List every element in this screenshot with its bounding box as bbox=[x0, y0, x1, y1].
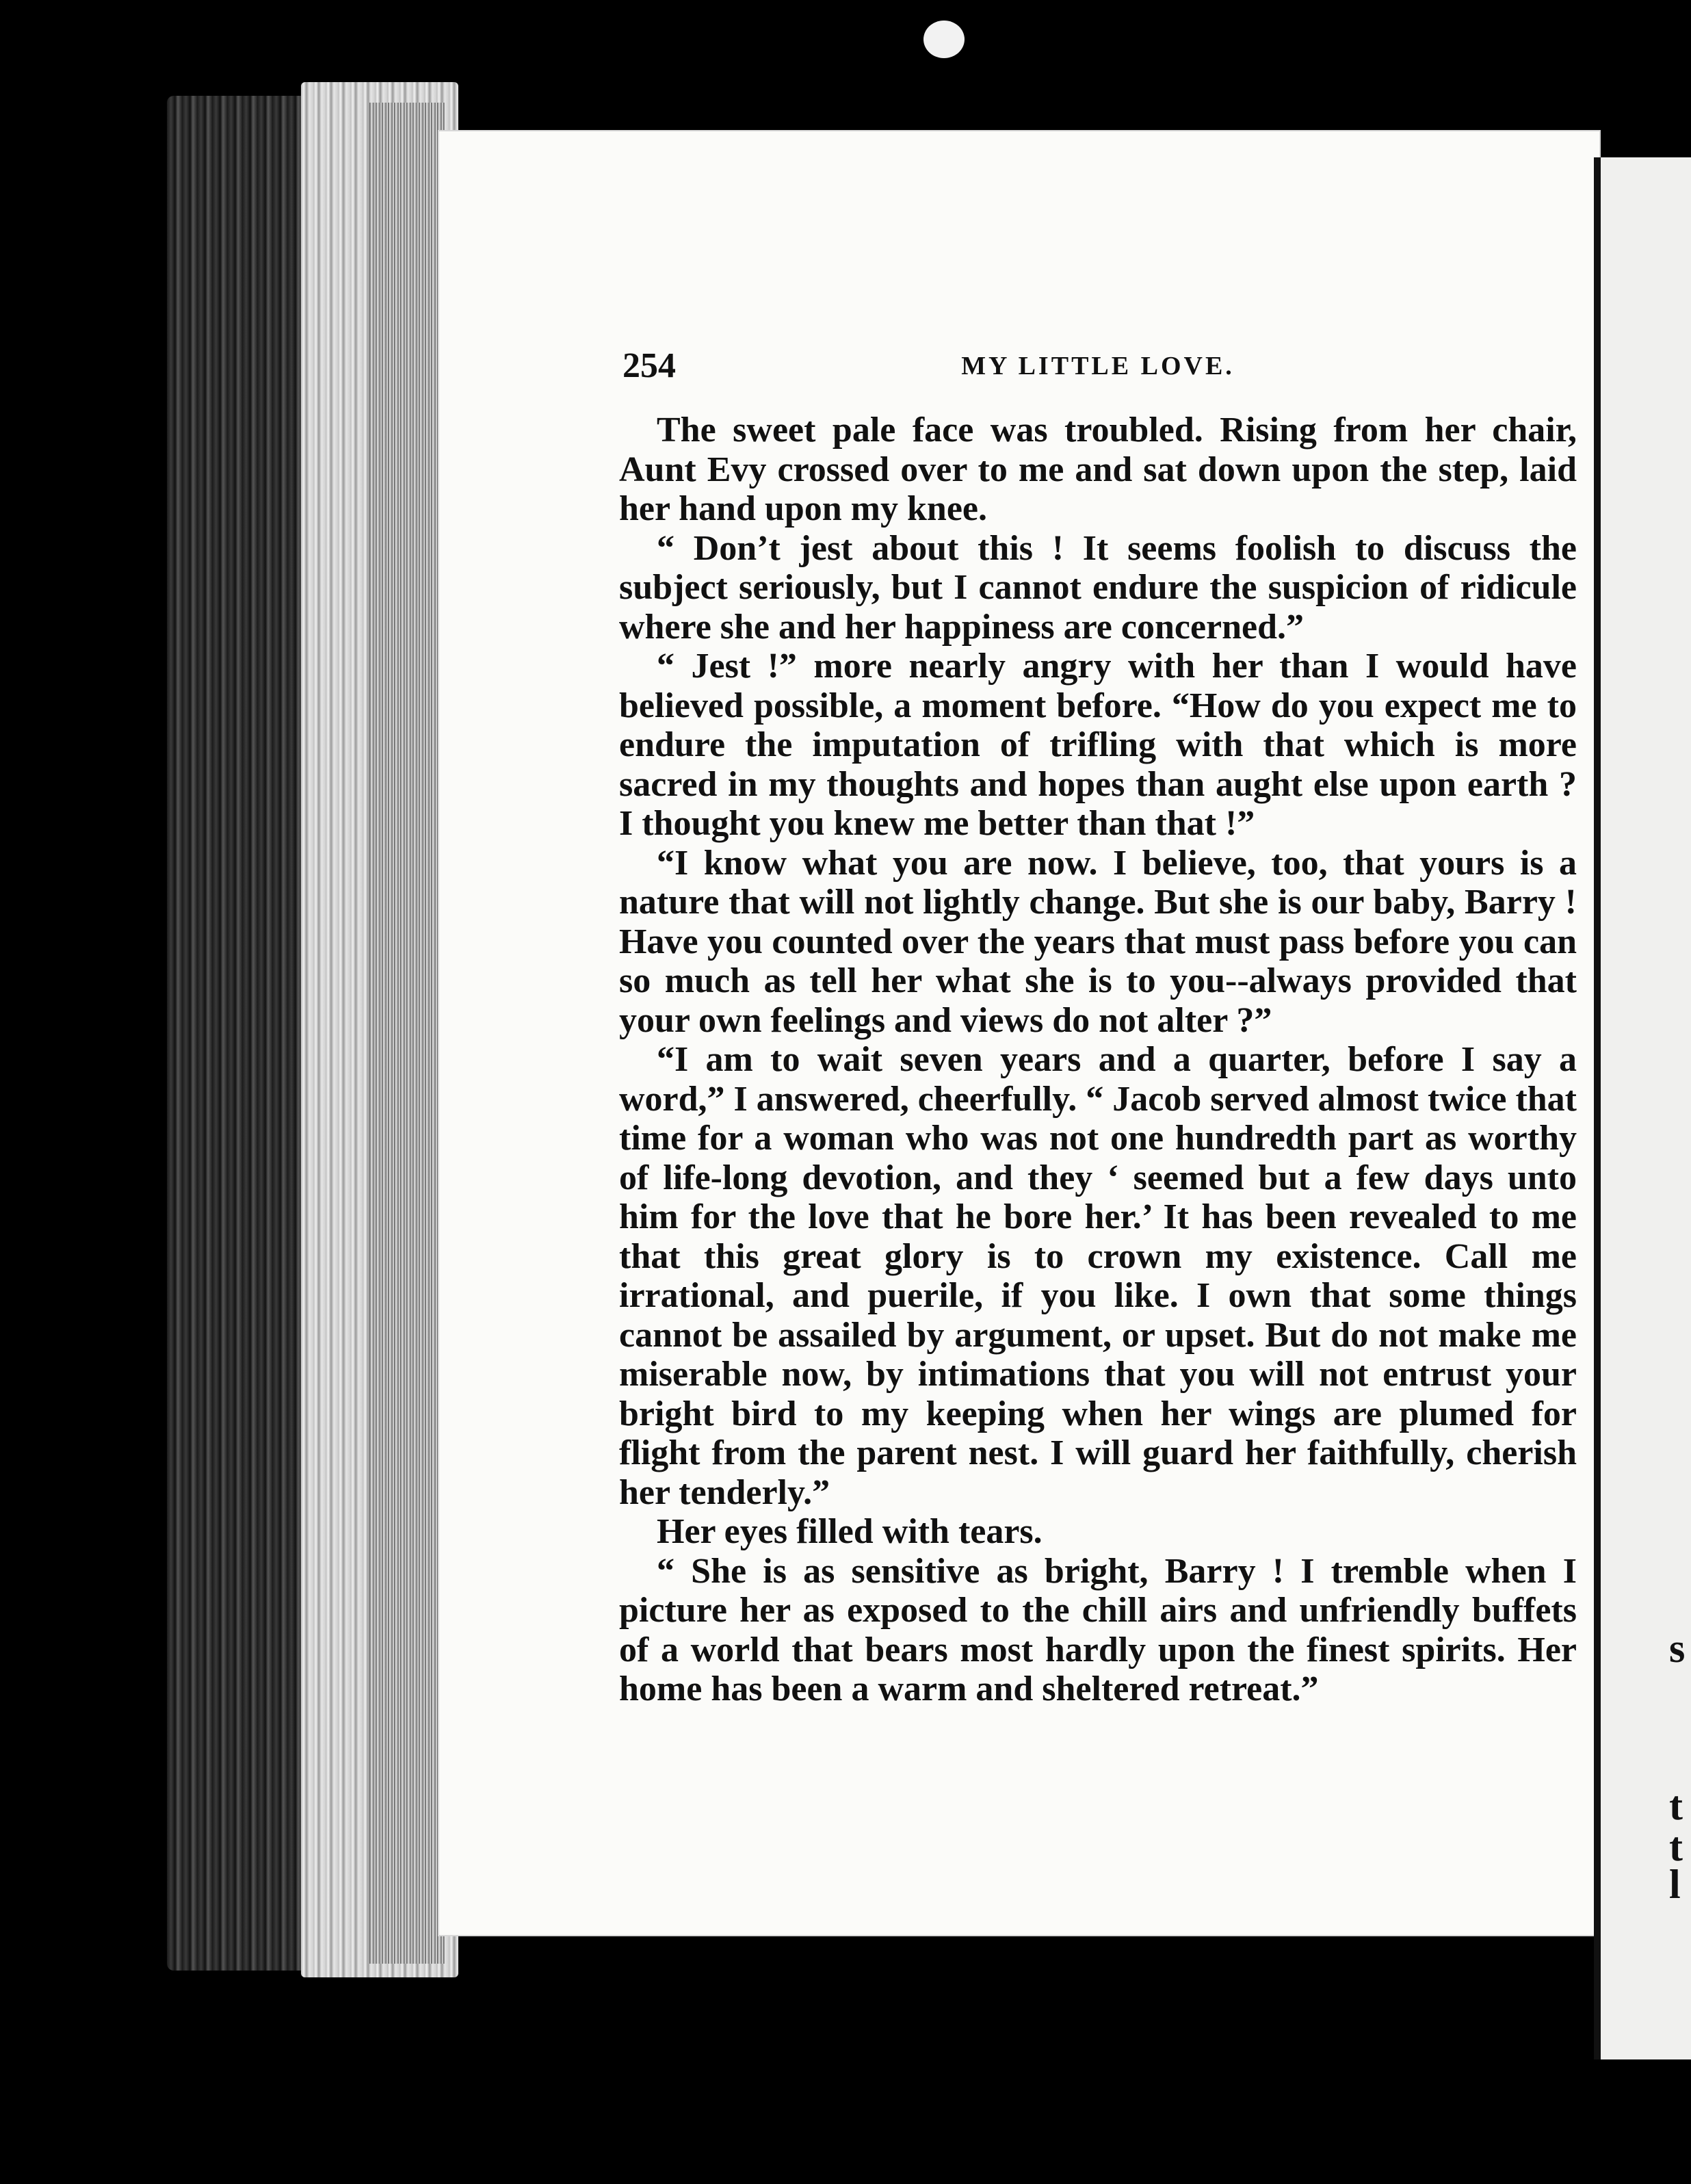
page-header bbox=[622, 346, 1573, 393]
paragraph: “I am to wait seven years and a quarter, before I say a word,” I answered, cheerfully. “ Jacob served almost twice that time for a woman who was not one hundredth part as worthy of life-long devotion, and they ‘ seemed but a few days unto him for the love that he bore her.’ It has been revealed to me that this great glory is to crown my existence. Call me irrational, and puerile, if you like. I own that some things cannot be assailed by argument, or upset. But do not make me miserable now, by intimations that you will not entrust your bright bird to my keeping when her wings are plumed for flight from the parent nest. I will guard her faithfully, cherish her tenderly.” bbox=[619, 1040, 1577, 1512]
body-text bbox=[619, 411, 1577, 1709]
paragraph: “ Jest !” more nearly angry with her than I would have believed possible, a moment before. “How do you expect me to endure the imputation of trifling with that which is more sacred in my thoughts and hopes than aught else upon earth ? I thought you knew me better than that !” bbox=[619, 647, 1577, 843]
facing-page-fragment: t bbox=[1669, 1783, 1683, 1828]
paragraph: “ Don’t jest about this ! It seems foolish to discuss the subject seriously, but I cannot endure the suspicion of ridicule where she and her happiness are concerned.” bbox=[619, 528, 1577, 647]
page-number: 254 bbox=[622, 346, 676, 385]
page-edges-inner bbox=[369, 103, 445, 1964]
running-title: MY LITTLE LOVE. bbox=[961, 352, 1235, 380]
facing-page-fragment: l bbox=[1669, 1862, 1681, 1907]
facing-page bbox=[1594, 157, 1691, 2059]
paragraph: Her eyes filled with tears. bbox=[657, 1512, 1043, 1551]
paragraph: “I know what you are now. I believe, too, that yours is a nature that will not lightly change. But she is our baby, Barry ! Have you counted over the years that must pass before you can so much as tell her what she is to you--always provided that your own feelings and views do not alter ?” bbox=[619, 843, 1577, 1040]
paragraph: The sweet pale face was troubled. Rising from her chair, Aunt Evy crossed over to me and sat down upon the step, laid her hand upon my knee. bbox=[619, 411, 1577, 528]
facing-page-fragment: t bbox=[1669, 1824, 1683, 1869]
facing-page-fragment: s bbox=[1669, 1626, 1686, 1671]
paragraph: “ She is as sensitive as bright, Barry ! I tremble when I picture her as exposed to the chill airs and unfriendly buffets of a world that bears most hardly upon the finest spirits. Her home has been a warm and sheltered retreat.” bbox=[619, 1551, 1577, 1708]
scan-speck bbox=[923, 21, 965, 58]
